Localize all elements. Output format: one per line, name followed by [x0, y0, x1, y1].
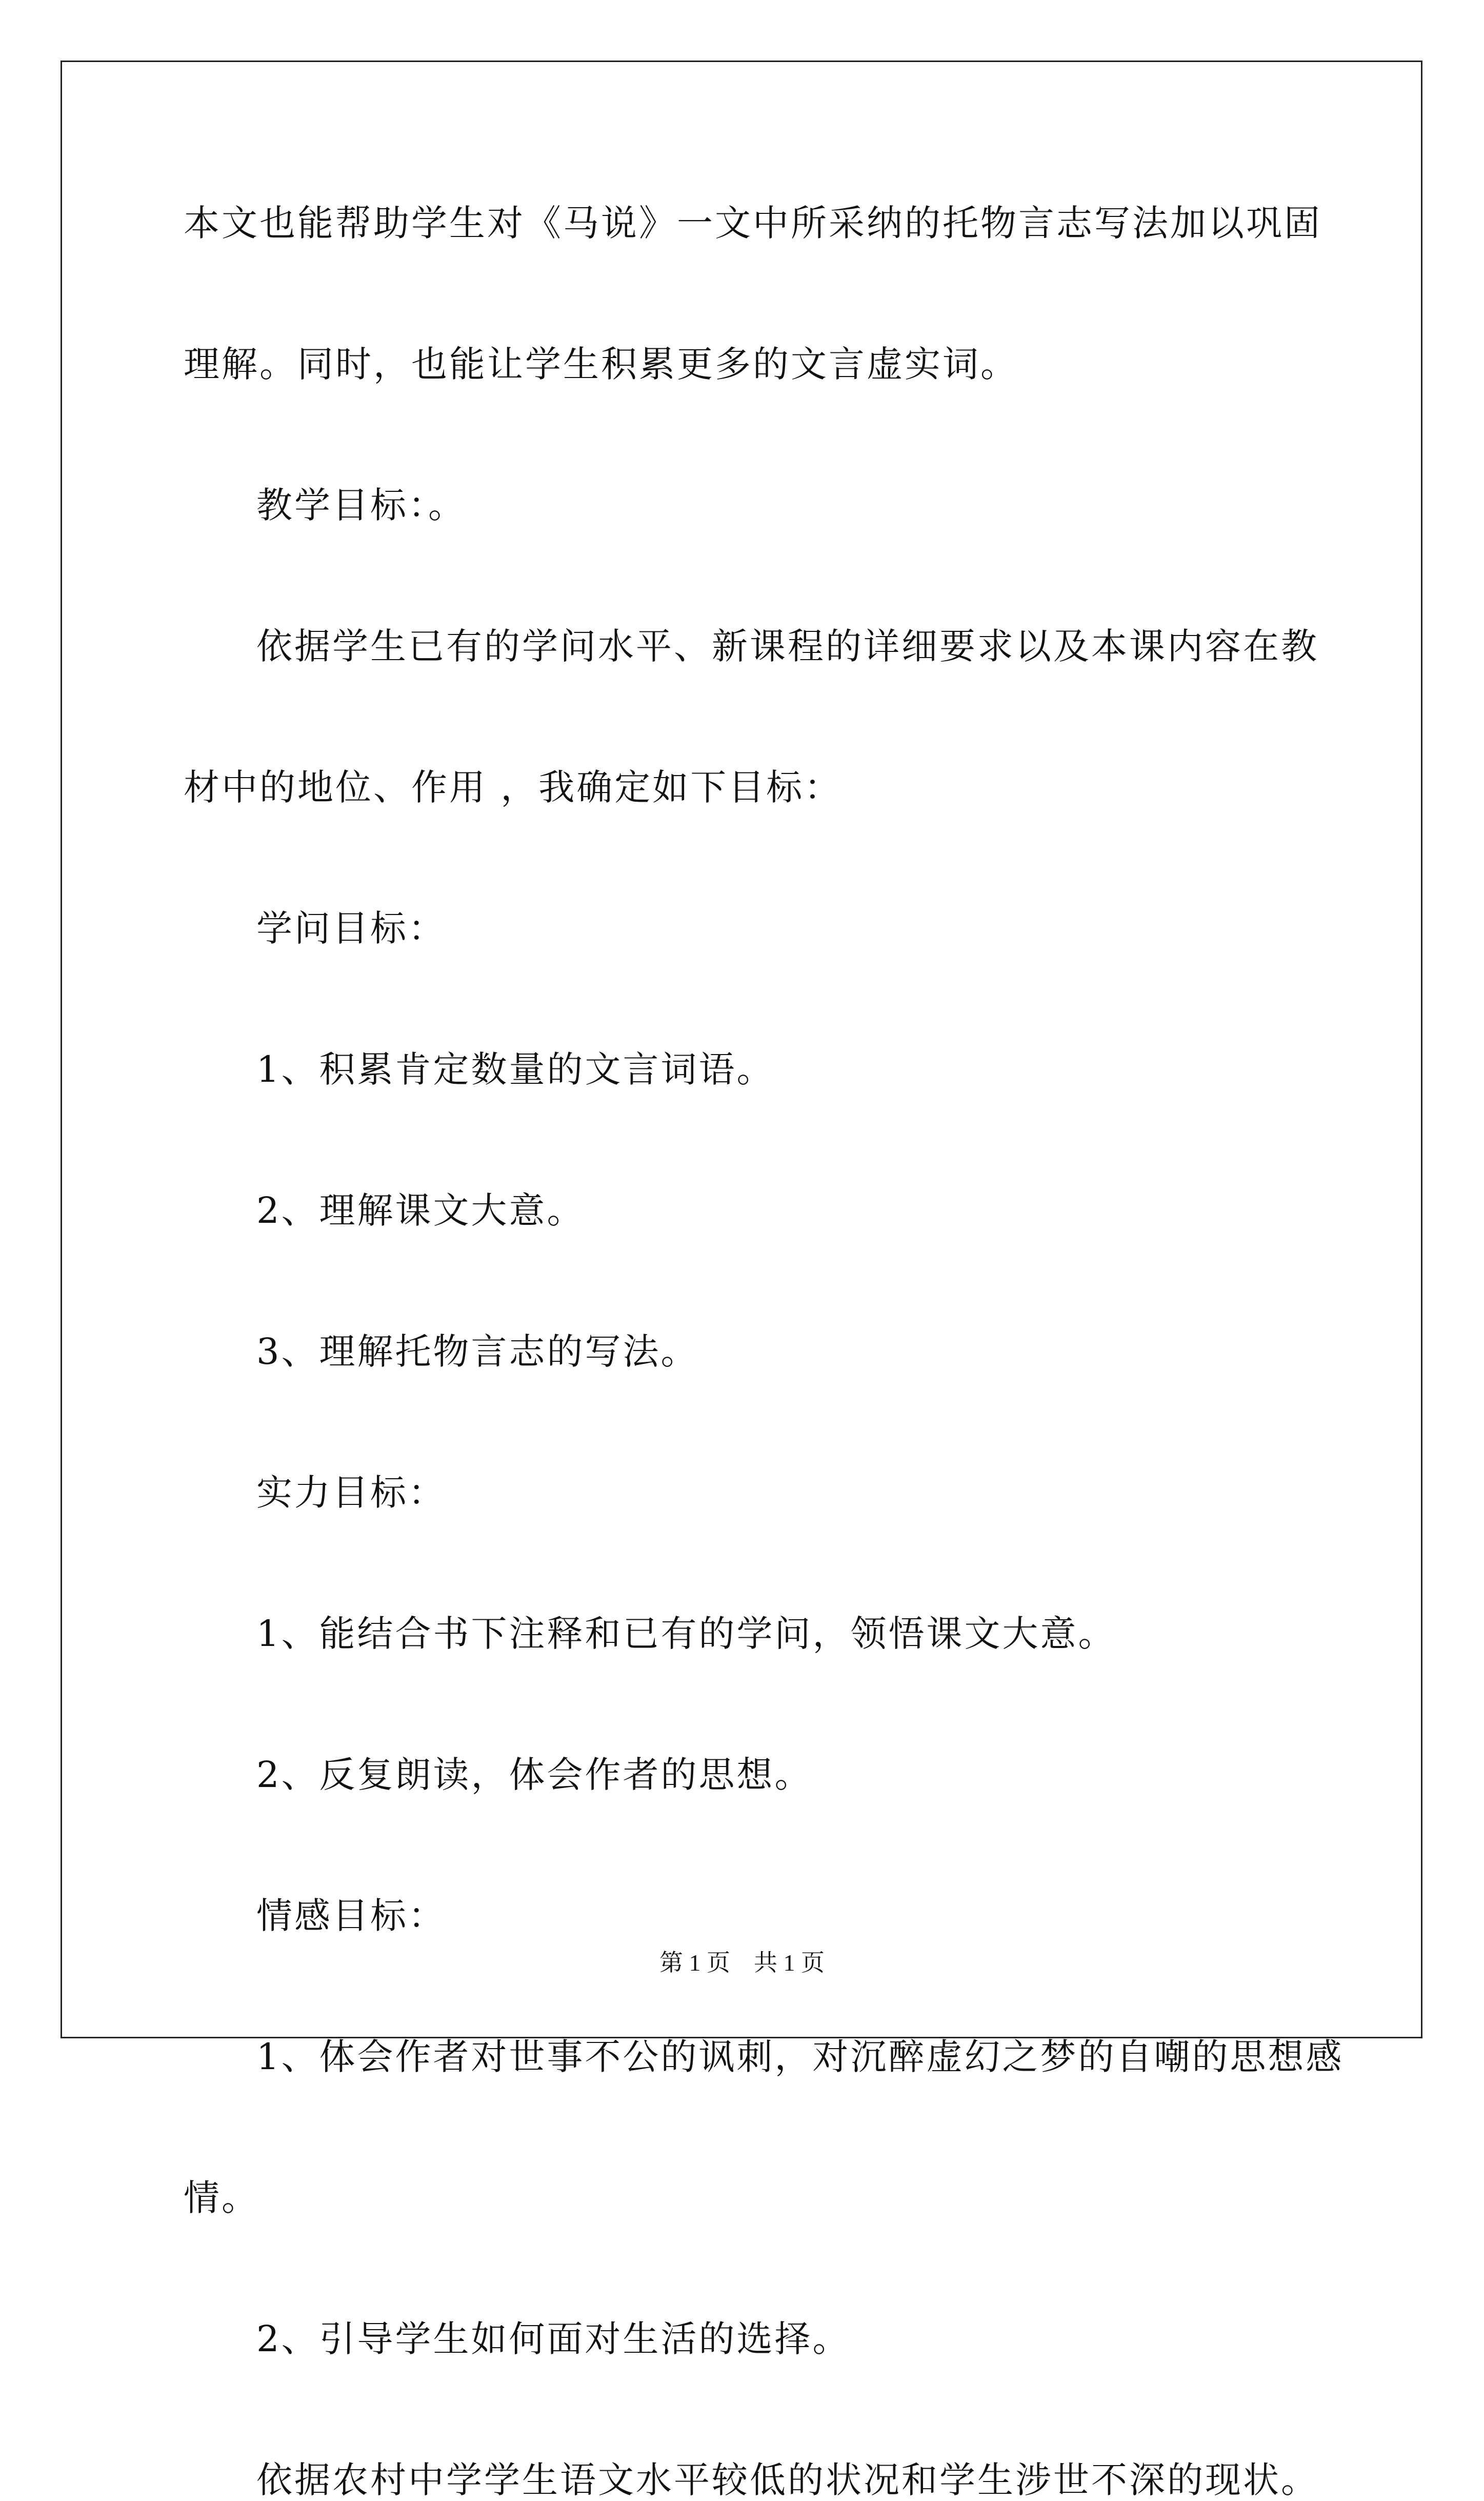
text-line: 依据学生已有的学问水平、新课程的详细要求以及本课内容在教 [256, 625, 1319, 667]
text-line: 本文也能帮助学生对《马说》一文中所采纳的托物言志写法加以巩固 [184, 202, 1322, 244]
text-line: 2、理解课文大意。 [256, 1189, 585, 1232]
page-number: 第 1 页 共 1 页 [659, 1950, 825, 1976]
text-line: 情。 [184, 2177, 259, 2219]
text-line: 1、积累肯定数量的文言词语。 [256, 1048, 775, 1090]
text-line: 材中的地位、作用 ，我确定如下目标： [184, 766, 843, 808]
text-line: 1、体会作者对世事不公的讽刺，对沉醉虚幻之梦的自嘲的思想感 [256, 2036, 1344, 2078]
text-line: 教学目标：。 [256, 484, 466, 526]
text-line: 3、理解托物言志的写法。 [256, 1331, 699, 1373]
page-footer [0, 1944, 1484, 1978]
text-line: 1、能结合书下注释和已有的学问，领悟课文大意。 [256, 1613, 1116, 1655]
text-line: 实力目标： [256, 1472, 446, 1514]
document-body [184, 202, 1344, 2501]
text-line: 依据农村中学学生语文水平较低的状况和学生涉世不深的现状。 [256, 2459, 1319, 2501]
text-line: 情感目标： [256, 1895, 446, 1937]
text-line: 理解。同时，也能让学生积累更多的文言虚实词。 [184, 343, 1018, 385]
text-line: 2、反复朗读，体会作者的思想。 [256, 1754, 813, 1796]
text-line: 学问目标： [256, 907, 446, 949]
text-line: 2、引导学生如何面对生活的选择。 [256, 2318, 851, 2360]
